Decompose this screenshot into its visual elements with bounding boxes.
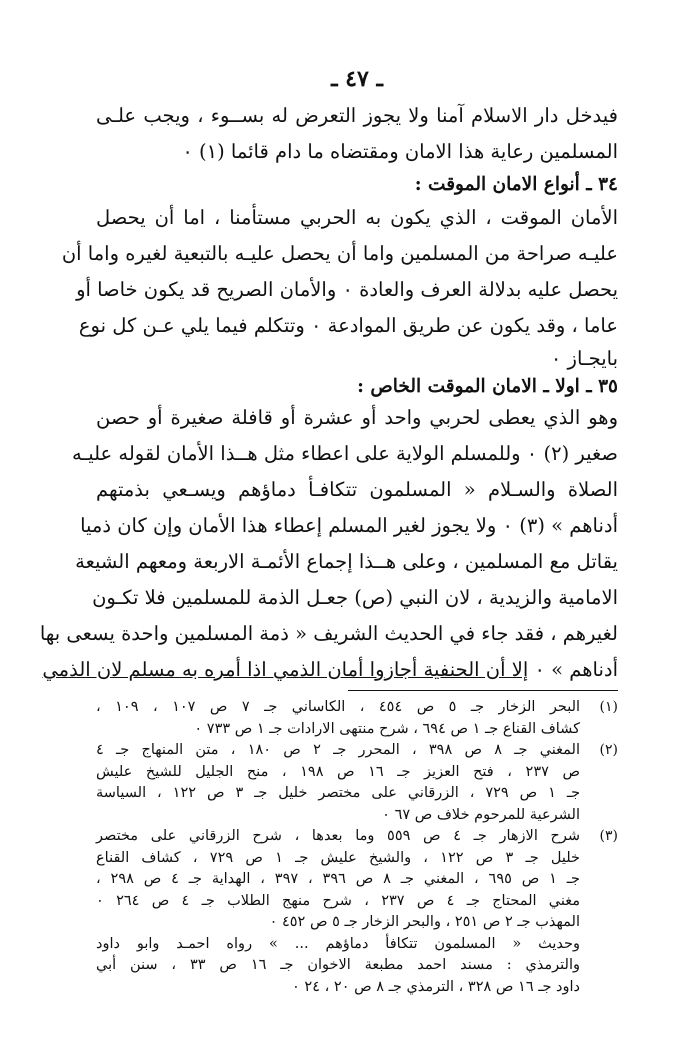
footnote-2 [96,740,618,826]
text-line: عليـه صراحة من المسلمين واما أن يحصل عليـه بالتبعية لغيره واما أن [61,242,618,265]
footnote-line: والترمذي : مسند احمد مطبعة الاخوان جـ ١٦ ص ٣٣ ، سنن أبي [96,957,580,973]
text-line: أدناهم » (٣) ٠ ولا يجوز لغير المسلم إعطاء هذا الأمان وإن كان ذميا [80,514,618,537]
footnotes [96,697,618,998]
footnote-number: (١) [599,699,618,715]
footnote-line: المغني جـ ٨ ص ٣٩٨ ، المحرر جـ ٢ ص ١٨٠ ، متن المنهاج جـ ٤ [96,742,581,758]
footnote-line: جـ ١ ص ٧٢٩ ، الزرقاني على مختصر خليل جـ ٣ ص ١٢٢ ، السياسة [96,785,581,801]
text-line: بايجـاز ٠ [550,347,618,370]
section-35-heading: ٣٥ ـ اولا ـ الامان الموقت الخاص : [357,376,618,397]
text-line: يحصل عليه بدلالة العرف والعادة ٠ والأمان الصريح قد يكون خاصا أو [76,278,618,301]
footnote-line: خليل جـ ٣ ص ١٢٢ ، والشيخ عليش جـ ١ ص ٧٢٩ ، كشاف القناع [96,849,580,866]
text-line: وهو الذي يعطى لحربي واحد أو عشرة أو قافلة صغيرة أو حصن [96,406,618,429]
footnote-number: (٣) [599,828,618,844]
text-line: الامامية والزيدية ، لان النبي (ص) جعـل الذمة للمسلمين فلا تكـون [92,586,618,609]
text-line: عاما ، وقد يكون عن طريق الموادعة ٠ وتتكلم فيما يلي عـن كل نوع [78,314,618,337]
footnote-divider [348,690,618,691]
footnote-line: المهذب جـ ٢ ص ٢٥١ ، والبحر الزخار جـ ٥ ص ٤٥٢ ٠ [269,914,580,930]
text-line: لغيرهم ، فقد جاء في الحديث الشريف « ذمة المسلمين واحدة يسعى بها [39,622,618,645]
footnote-line: شرح الازهار جـ ٤ ص ٥٥٩ وما بعدها ، شرح الزرقاني على مختصر [96,828,580,844]
underlined-text: إلا أن الحنفية أجازوا أمان الذمي اذا أمره به مسلم لان الذمي [42,658,529,681]
footnote-line: البحر الزخار جـ ٥ ص ٤٥٤ ، الكاساني جـ ٧ ص ١٠٧ ، ١٠٩ ، [96,699,581,715]
footnote-line: كشاف القناع جـ ١ ص ٦٩٤ ، شرح منتهى الارادات جـ ١ ص ٧٣٣ ٠ [194,720,580,737]
section-34-body [61,200,618,374]
text-line: الصلاة والسـلام « المسلمون تتكافـأ دماؤهم ويسـعي بذمتهم [96,478,618,501]
text-line: المسلمين رعاية هذا الامان ومقتضاه ما دام قائما (١) ٠ [182,140,618,163]
text-line: يقاتل مع المسلمين ، وعلى هــذا إجماع الأئمـة الاربعة ومعهم الشيعة [75,550,618,573]
text-line: فيدخل دار الاسلام آمنا ولا يجوز التعرض له بســوء ، ويجب علـى [96,104,618,127]
section-35-body [39,400,618,688]
book-page [39,62,618,1052]
footnote-line: الشرعية للمرحوم خلاف ص ٦٧ ٠ [382,806,580,823]
text-line [42,652,618,688]
text-span: أدناهم » ٠ [534,658,618,681]
page-number: ـ ٤٧ ـ [331,66,383,92]
footnote-3 [96,826,618,998]
intro-paragraph [96,98,618,170]
footnote-line: وحديث « المسلمون تتكافأ دماؤهم ... » رواه احمـد وابو داود [96,935,580,952]
section-34-heading: ٣٤ ـ أنواع الامان الموقت : [414,174,618,195]
footnote-line: ص ٢٣٧ ، فتح العزيز جـ ١٦ ص ١٩٨ ، منح الجليل للشيخ عليش [96,763,580,780]
text-line: صغير (٢) ٠ وللمسلم الولاية على اعطاء مثل هــذا الأمان لقوله عليـه [72,442,618,465]
footnote-1 [96,697,618,740]
footnote-line: جـ ١ ص ٦٩٥ ، المغني جـ ٨ ص ٣٩٦ ، ٣٩٧ ، الهداية جـ ٤ ص ٢٩٨ ، [96,871,580,887]
text-line: الأمان الموقت ، الذي يكون به الحربي مستأمنا ، اما أن يحصل [96,206,618,229]
footnote-line: داود جـ ١٦ ص ٣٢٨ ، الترمذي جـ ٨ ص ٢٠ ، ٢٤ ٠ [292,978,580,995]
footnote-line: مغني المحتاج جـ ٤ ص ٢٣٧ ، شرح منهج الطلاب جـ ٤ ص ٢٦٤ ٠ [96,892,581,909]
footnote-number: (٢) [599,742,618,758]
